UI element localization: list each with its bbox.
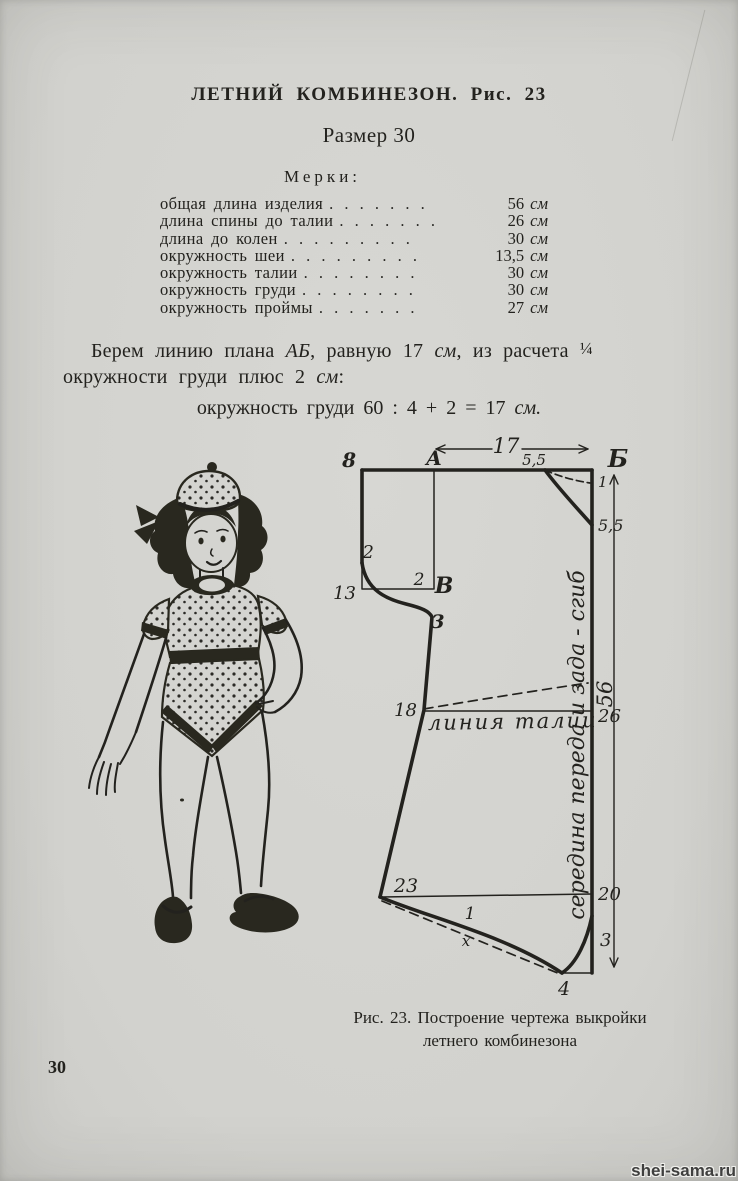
crotch-curve <box>562 916 592 973</box>
text-segment: окружность груди 60 : 4 + 2 = 17 <box>196 397 515 419</box>
measurement-unit: см <box>530 263 548 283</box>
point-label-V: В <box>434 573 454 599</box>
text-segment: Берем линию плана <box>91 340 286 362</box>
table-row <box>160 280 548 300</box>
measurement-value: 30 <box>507 263 525 283</box>
measurement-label: общая длина изделия <box>160 194 324 213</box>
watermark: shei-sama.ru <box>631 1161 736 1180</box>
dot-leader: . . . . . . . <box>329 194 429 213</box>
table-row <box>160 229 548 246</box>
seg-label-55-top: 5,5 <box>522 451 546 469</box>
leg-right-inner <box>217 757 241 893</box>
leg-right-outer <box>261 712 269 886</box>
text-segment: окружности груди плюс 2 <box>63 366 317 388</box>
mark-label-x: x <box>461 932 471 950</box>
text-segment-italic: см <box>316 366 339 388</box>
size-heading: Размер 30 <box>322 123 416 147</box>
measurement-value: 30 <box>507 280 525 300</box>
page-title: ЛЕТНИЙ КОМБИНЕЗОН. Рис. 23 <box>191 84 547 105</box>
figure-caption <box>290 1006 710 1052</box>
curve-label-1: 1 <box>464 904 476 924</box>
collar-inner <box>199 579 225 592</box>
formula-line <box>0 397 738 420</box>
dot-leader: . . . . . . . . <box>302 280 417 300</box>
right-eye <box>220 536 225 543</box>
measurement-label: длина до колен <box>160 228 278 248</box>
dim-label-20: 20 <box>598 884 621 905</box>
measurement-unit: см <box>530 280 548 300</box>
text-segment: : <box>338 366 345 388</box>
dot-leader: . . . . . . . <box>318 297 419 317</box>
waist-line-label: линия талии <box>427 708 598 735</box>
fraction: ¼ <box>579 339 593 358</box>
shoe-left <box>155 897 193 944</box>
text-segment-italic: см <box>434 340 457 362</box>
point-label-2-left: 2 <box>362 542 374 563</box>
text-segment-italic: см. <box>514 397 542 419</box>
dot-leader: . . . . . . . <box>339 211 439 231</box>
measurement-value: 27 <box>507 297 525 317</box>
caption-line2: летнего комбинезона <box>422 1031 578 1050</box>
table-row <box>160 246 548 263</box>
left-eye <box>198 538 203 545</box>
point-label-3: 3 <box>431 611 445 633</box>
leg-left-inner <box>191 757 208 898</box>
point-label-13: 13 <box>333 583 356 604</box>
caption-line1: Рис. 23. Построение чертежа выкройки <box>353 1008 647 1027</box>
depth-label-55: 5,5 <box>598 516 624 535</box>
point-label-23: 23 <box>393 875 419 897</box>
hand-left <box>89 732 136 795</box>
dot-leader: . . . . . . . . . <box>283 228 414 248</box>
measurement-label: длина спины до талии <box>160 211 334 231</box>
measurement-label: окружность груди <box>160 280 297 300</box>
text-segment: , равную 17 <box>310 340 435 362</box>
measurement-unit: см <box>530 211 548 231</box>
measurements-table <box>160 194 548 315</box>
knee-mark <box>180 799 184 802</box>
point-label-2-mid: 2 <box>413 570 425 590</box>
leg-left-outer <box>160 722 173 897</box>
table-row <box>160 194 548 211</box>
hair-right <box>234 494 268 587</box>
pattern-diagram <box>330 425 735 1010</box>
table-row <box>160 298 548 315</box>
waist-dashed <box>424 683 588 709</box>
body-paragraph-line2 <box>63 366 344 389</box>
shoe-right <box>230 893 299 932</box>
text-segment: , из расчета <box>456 340 580 362</box>
body-paragraph-line1 <box>91 339 593 363</box>
point-label-18: 18 <box>394 700 417 721</box>
point-label-4: 4 <box>557 978 571 1000</box>
measurement-label: окружность талии <box>160 263 298 283</box>
measurements-heading: Мерки: <box>284 167 362 186</box>
scan-crease <box>672 10 706 141</box>
point-label-A: А <box>425 446 443 470</box>
crotch-label-3: 3 <box>600 930 612 951</box>
measurement-value: 30 <box>507 228 525 248</box>
girl-illustration <box>60 435 340 975</box>
measurement-unit: см <box>530 297 548 317</box>
point-label-B: Б <box>607 444 629 473</box>
measurement-label: окружность шеи <box>160 245 285 265</box>
measurement-unit: см <box>530 245 548 265</box>
arm-left <box>99 634 144 757</box>
measurement-value: 56 <box>507 194 525 213</box>
dot-leader: . . . . . . . . <box>303 263 418 283</box>
dim-label-17: 17 <box>492 434 520 458</box>
dot-leader: . . . . . . . . . <box>290 245 421 265</box>
table-row <box>160 211 548 231</box>
measurement-label: окружность проймы <box>160 297 313 317</box>
depth-label-1: 1 <box>598 473 608 491</box>
dim-label-26: 26 <box>598 706 621 727</box>
bodice <box>165 585 261 657</box>
text-segment-italic: АБ <box>285 340 311 362</box>
point-label-8: 8 <box>342 448 356 472</box>
side-seam <box>380 617 432 897</box>
dim-label-56: 56 <box>593 680 617 708</box>
fold-line-label: середина переда и зада - сгиб <box>565 570 590 920</box>
measurement-unit: см <box>530 228 548 248</box>
measurement-value: 26 <box>507 211 525 231</box>
page-number: 30 <box>48 1057 66 1077</box>
measurement-value: 13,5 <box>495 245 525 265</box>
table-row <box>160 263 548 283</box>
measurement-unit: см <box>530 194 548 213</box>
